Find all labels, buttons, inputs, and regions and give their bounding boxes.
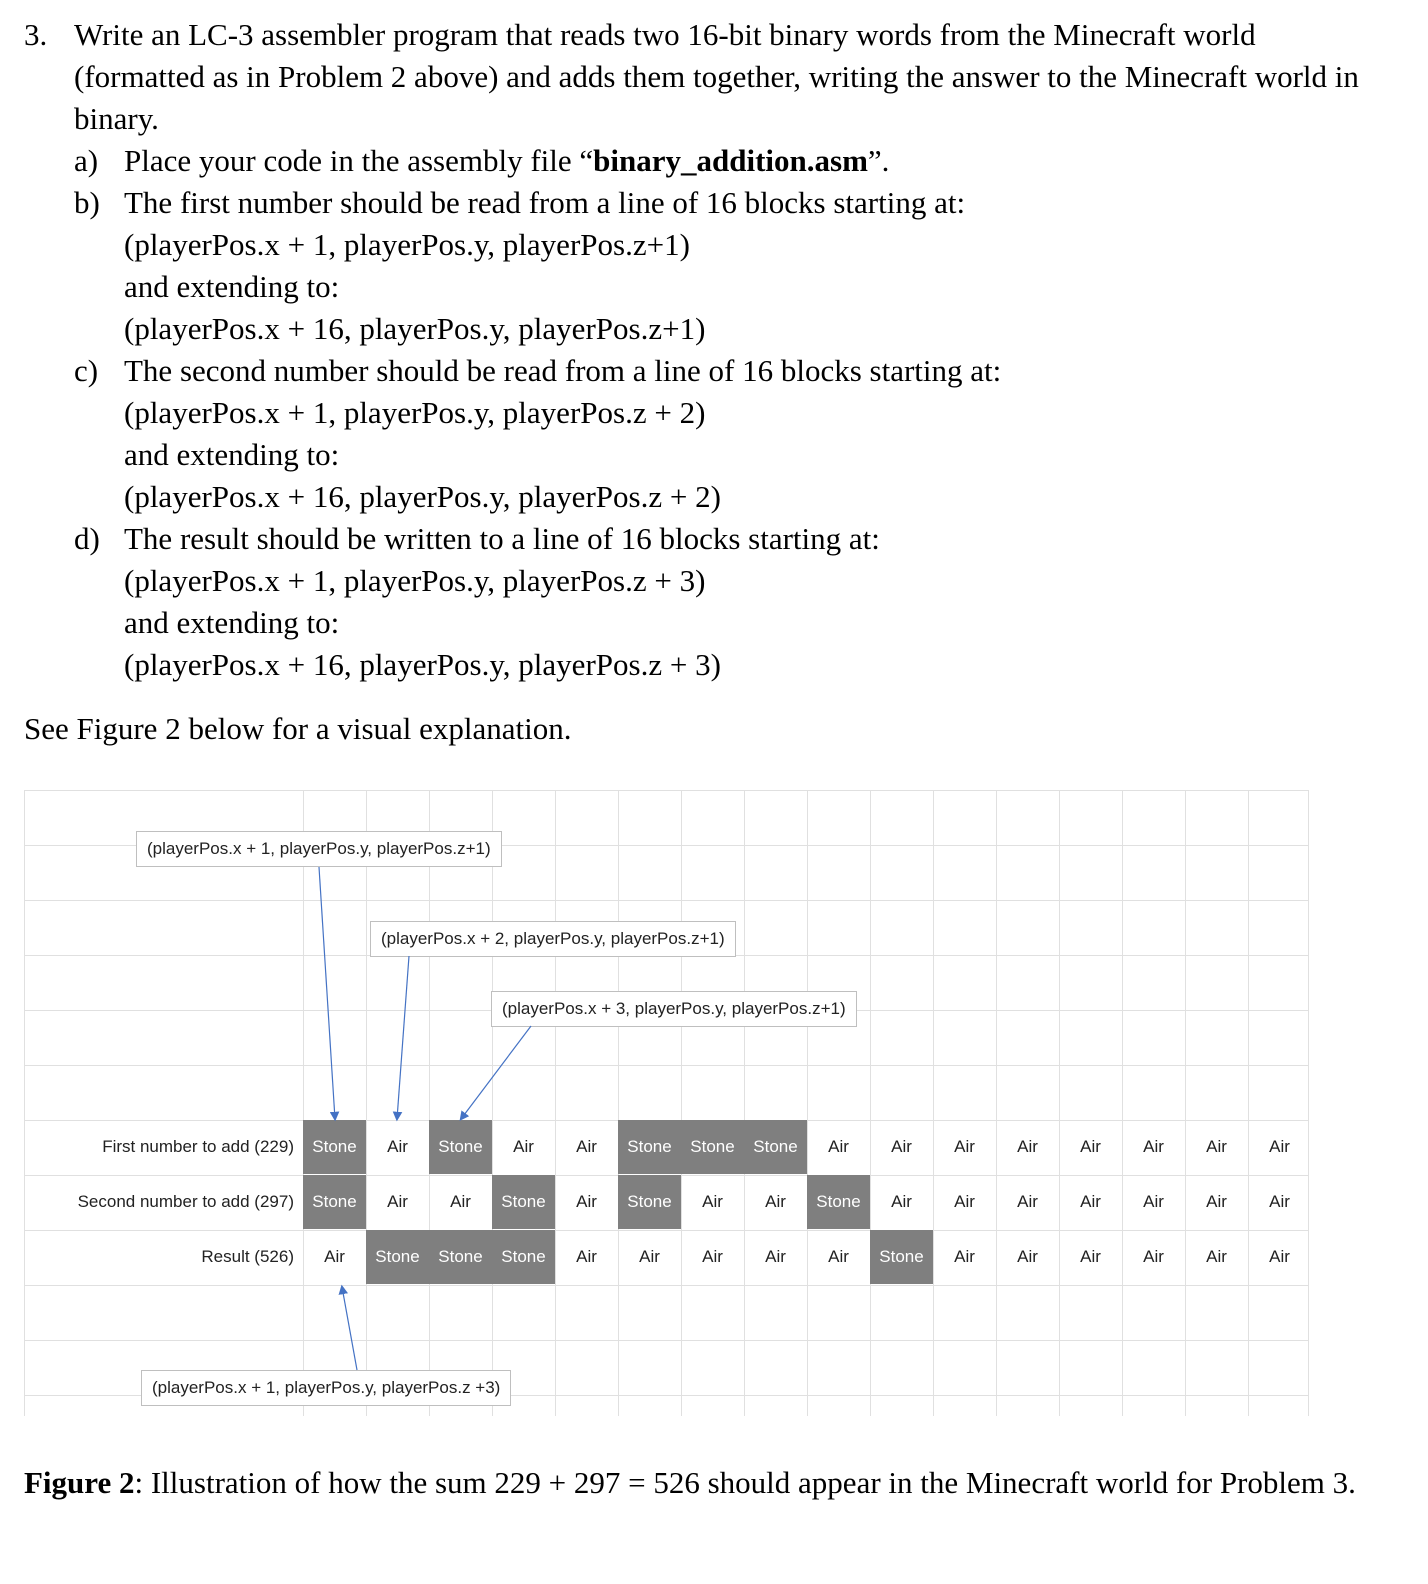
air-block-cell: Air [513, 1137, 534, 1156]
part-a-letter: a) [74, 143, 99, 178]
callout-arrows [24, 790, 1309, 1416]
part-d [74, 518, 1394, 686]
air-block-cell: Air [891, 1192, 912, 1211]
stone-block-cell: Stone [492, 1175, 555, 1229]
row-label: Result (526) [201, 1247, 294, 1266]
problem-3 [24, 14, 1394, 686]
part-b [74, 182, 1394, 350]
air-block-cell: Air [1206, 1137, 1227, 1156]
row-label: Second number to add (297) [77, 1192, 294, 1211]
problem-stem: Write an LC-3 assembler program that reads two 16-bit binary words from the Minecraft world (formatted as in Problem 2 above) and adds them together, writing the answer to the Minecraft world in binary. [74, 17, 1359, 136]
part-a-filename: binary_addition.asm [593, 143, 868, 178]
stone-block-cell: Stone [618, 1120, 681, 1174]
air-block-cell: Air [954, 1192, 975, 1211]
callout-x3-z1: (playerPos.x + 3, playerPos.y, playerPos.z+1) [491, 991, 857, 1027]
figure-2-spreadsheet [24, 790, 1309, 1416]
part-c-line-1: The second number should be read from a line of 16 blocks starting at: [124, 353, 1002, 388]
air-block-cell: Air [1269, 1137, 1290, 1156]
part-b-line-3: and extending to: [124, 269, 340, 304]
air-block-cell: Air [639, 1247, 660, 1266]
air-block-cell: Air [1143, 1192, 1164, 1211]
part-c-line-3: and extending to: [124, 437, 340, 472]
stone-block-cell: Stone [492, 1230, 555, 1284]
air-block-cell: Air [1143, 1247, 1164, 1266]
figure-caption-label: Figure 2 [24, 1465, 135, 1500]
part-c-letter: c) [74, 353, 99, 388]
part-d-line-2: (playerPos.x + 1, playerPos.y, playerPos.z + 3) [124, 563, 706, 598]
part-c [74, 350, 1394, 518]
air-block-cell: Air [891, 1137, 912, 1156]
air-block-cell: Air [1206, 1192, 1227, 1211]
air-block-cell: Air [324, 1247, 345, 1266]
arrow-x1-z1 [319, 867, 335, 1119]
arrow-x1-z3 [342, 1287, 357, 1370]
air-block-cell: Air [765, 1192, 786, 1211]
see-figure-text: See Figure 2 below for a visual explanation. [24, 711, 572, 746]
air-block-cell: Air [1017, 1247, 1038, 1266]
figure-caption [24, 1462, 1394, 1504]
arrow-x3-z1 [461, 1026, 531, 1119]
callout-x2-z1: (playerPos.x + 2, playerPos.y, playerPos.z+1) [370, 921, 736, 957]
part-d-line-1: The result should be written to a line of 16 blocks starting at: [124, 521, 880, 556]
air-block-cell: Air [576, 1192, 597, 1211]
air-block-cell: Air [1143, 1137, 1164, 1156]
air-block-cell: Air [1017, 1192, 1038, 1211]
air-block-cell: Air [954, 1137, 975, 1156]
part-c-line-2: (playerPos.x + 1, playerPos.y, playerPos.z + 2) [124, 395, 706, 430]
callout-x1-z3: (playerPos.x + 1, playerPos.y, playerPos.z +3) [141, 1370, 511, 1406]
air-block-cell: Air [828, 1137, 849, 1156]
part-a-post: ”. [867, 143, 890, 178]
stone-block-cell: Stone [744, 1120, 807, 1174]
stone-block-cell: Stone [366, 1230, 429, 1284]
part-d-letter: d) [74, 521, 100, 556]
stone-block-cell: Stone [303, 1120, 366, 1174]
air-block-cell: Air [1269, 1192, 1290, 1211]
air-block-cell: Air [387, 1192, 408, 1211]
part-d-line-3: and extending to: [124, 605, 340, 640]
part-d-line-4: (playerPos.x + 16, playerPos.y, playerPos.z + 3) [124, 647, 721, 682]
stone-block-cell: Stone [303, 1175, 366, 1229]
part-a-text [124, 140, 1394, 182]
air-block-cell: Air [387, 1137, 408, 1156]
stone-block-cell: Stone [870, 1230, 933, 1284]
part-b-line-1: The first number should be read from a line of 16 blocks starting at: [124, 185, 966, 220]
air-block-cell: Air [1269, 1247, 1290, 1266]
air-block-cell: Air [828, 1247, 849, 1266]
part-a-pre: Place your code in the assembly file “ [124, 143, 594, 178]
air-block-cell: Air [702, 1247, 723, 1266]
row-label: First number to add (229) [102, 1137, 294, 1156]
air-block-cell: Air [450, 1192, 471, 1211]
stone-block-cell: Stone [807, 1175, 870, 1229]
problem-number: 3. [24, 17, 48, 52]
stone-block-cell: Stone [618, 1175, 681, 1229]
air-block-cell: Air [1206, 1247, 1227, 1266]
stone-block-cell: Stone [429, 1230, 492, 1284]
air-block-cell: Air [1080, 1247, 1101, 1266]
air-block-cell: Air [1080, 1137, 1101, 1156]
stone-block-cell: Stone [681, 1120, 744, 1174]
air-block-cell: Air [576, 1137, 597, 1156]
air-block-cell: Air [1017, 1137, 1038, 1156]
part-b-line-4: (playerPos.x + 16, playerPos.y, playerPos.z+1) [124, 311, 706, 346]
air-block-cell: Air [954, 1247, 975, 1266]
stone-block-cell: Stone [429, 1120, 492, 1174]
air-block-cell: Air [1080, 1192, 1101, 1211]
part-a [74, 140, 1394, 182]
air-block-cell: Air [702, 1192, 723, 1211]
part-c-line-4: (playerPos.x + 16, playerPos.y, playerPos.z + 2) [124, 479, 721, 514]
callout-x1-z1: (playerPos.x + 1, playerPos.y, playerPos.z+1) [136, 831, 502, 867]
air-block-cell: Air [576, 1247, 597, 1266]
figure-caption-text: : Illustration of how the sum 229 + 297 = 526 should appear in the Minecraft world for Problem 3. [134, 1465, 1356, 1500]
arrow-x2-z1 [397, 956, 409, 1119]
part-b-line-2: (playerPos.x + 1, playerPos.y, playerPos.z+1) [124, 227, 690, 262]
air-block-cell: Air [765, 1247, 786, 1266]
part-b-letter: b) [74, 185, 100, 220]
